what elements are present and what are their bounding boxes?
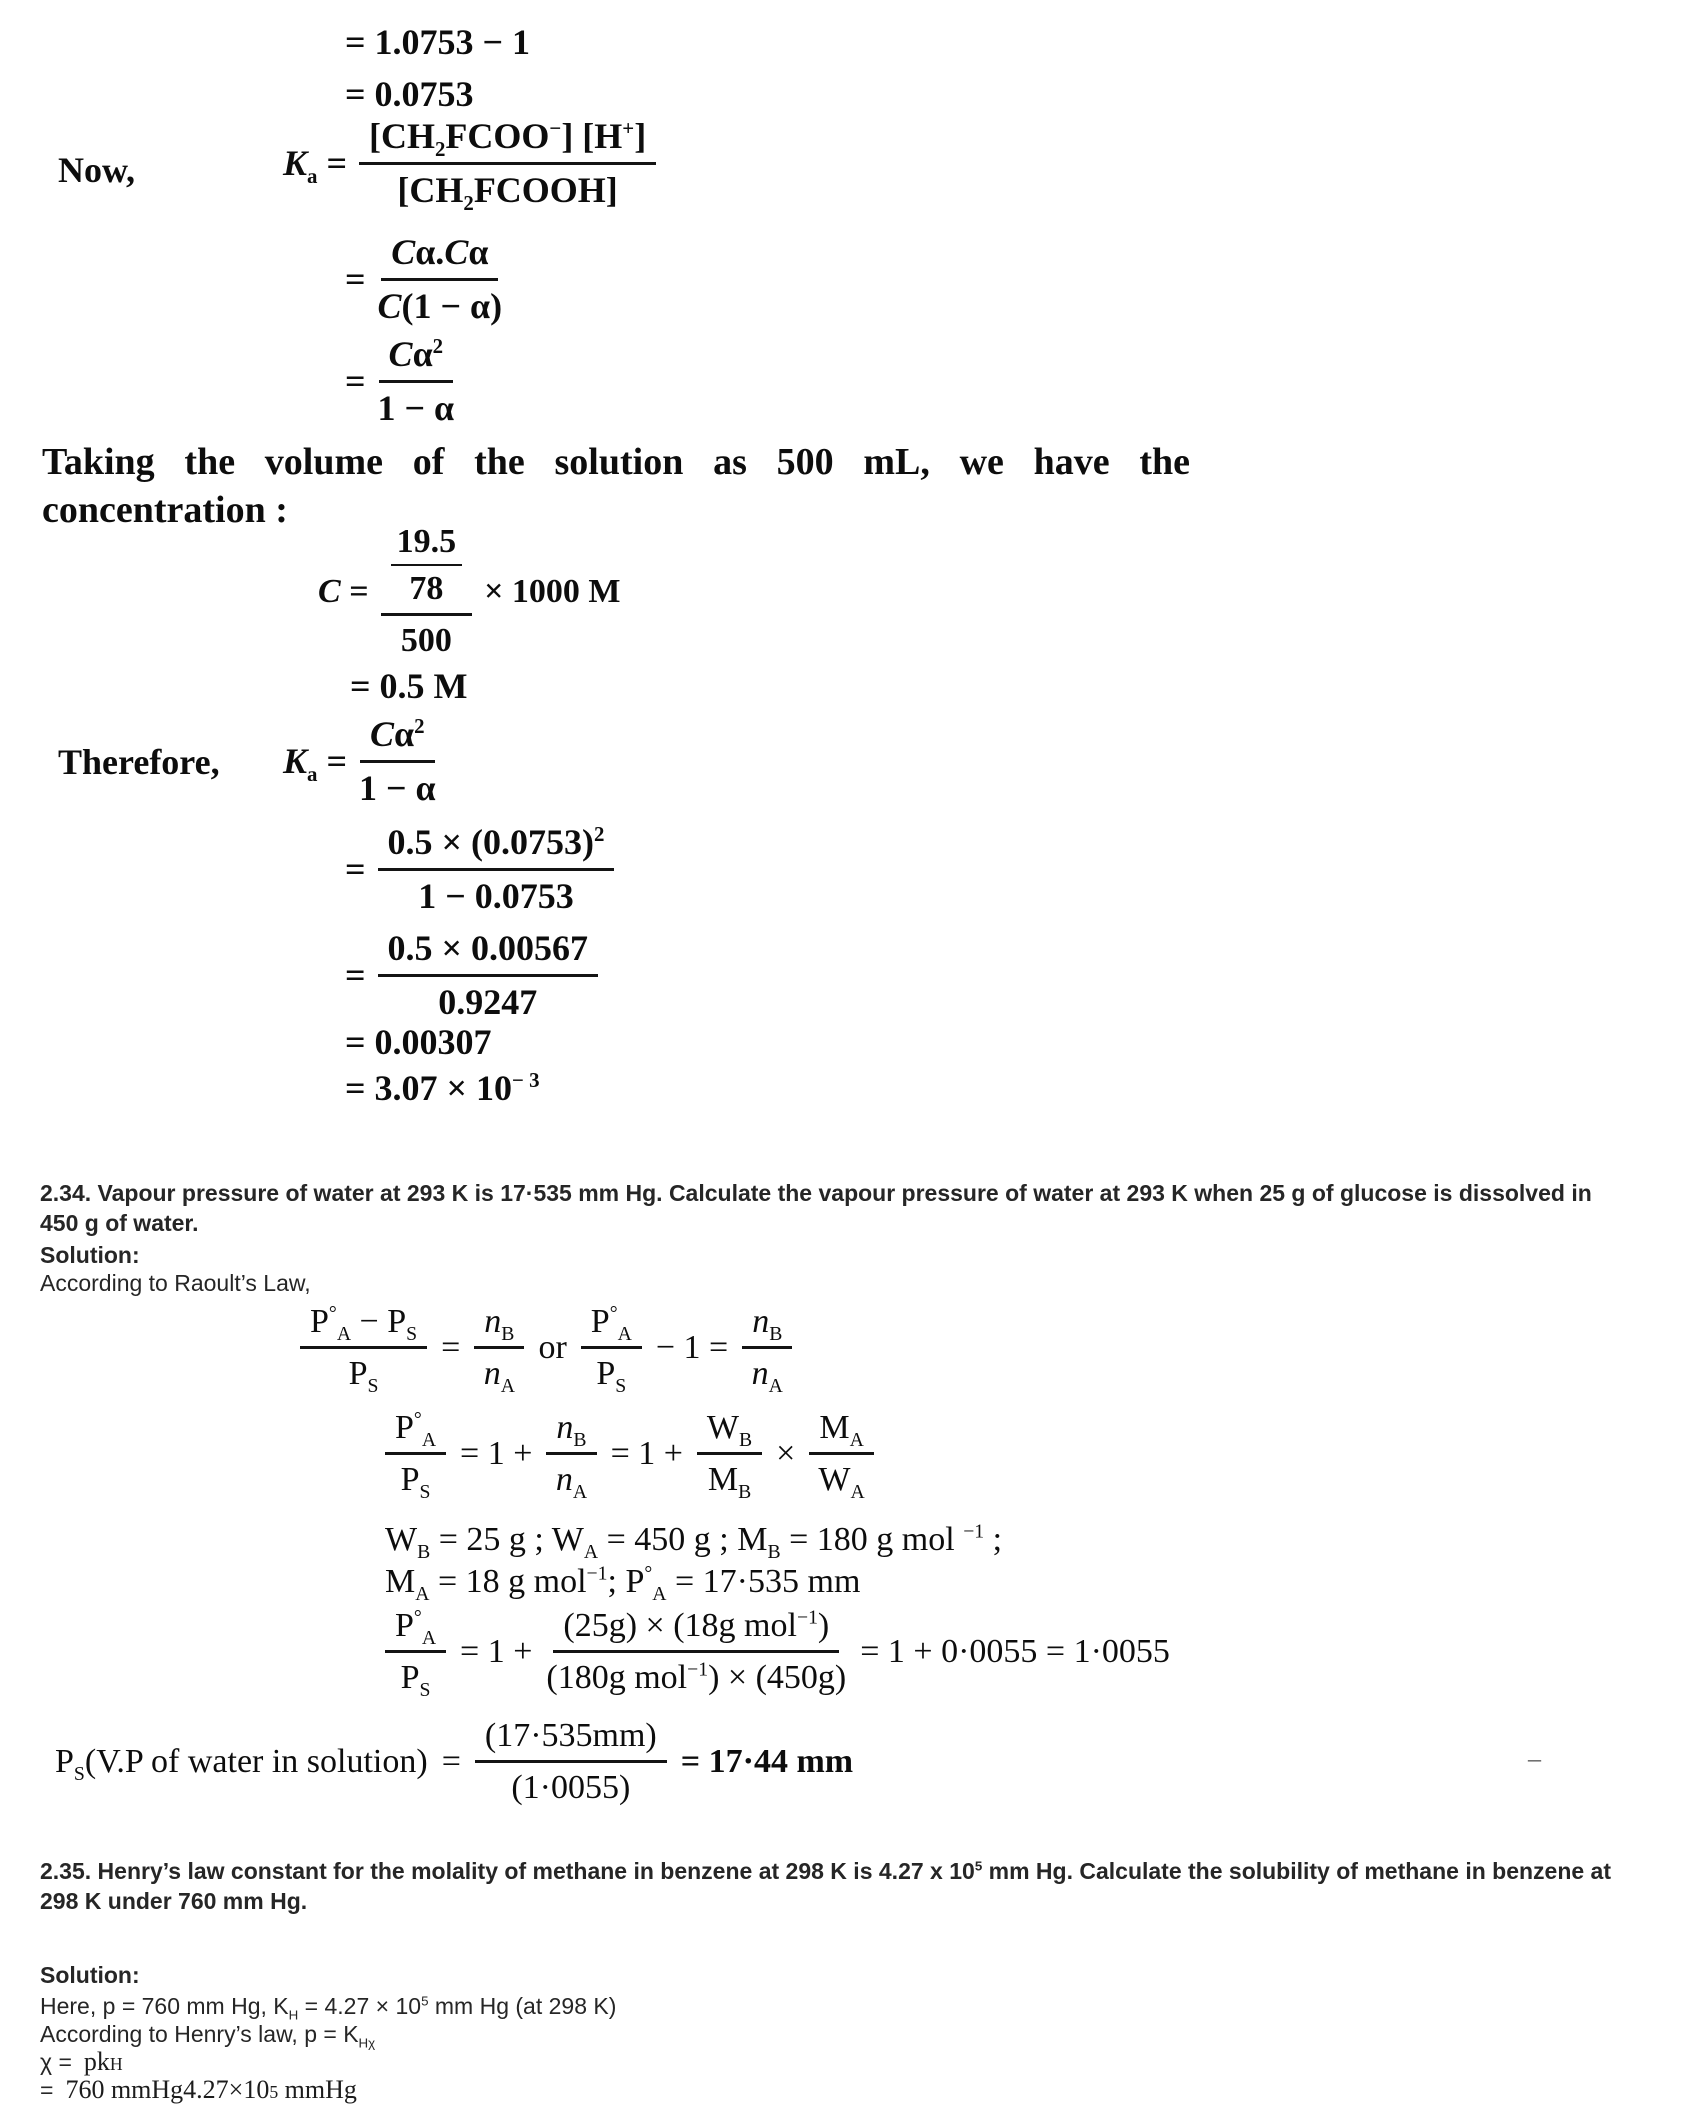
chi-equation-line [40, 2047, 123, 2077]
inner-fraction [391, 522, 463, 608]
equals-sign: = [345, 361, 366, 402]
fraction-denominator: 1 − α [358, 768, 436, 809]
inner-denominator: 78 [409, 570, 444, 608]
ka-equation [283, 714, 436, 810]
equals-sign: = [441, 1329, 461, 1367]
henrys-law-given-line: Here, p = 760 mm Hg, $K_H = 4.27 \times 10^5$ mm Hg (at 298 K) [40, 1993, 617, 2023]
fraction-numerator: $C\alpha^2$ [360, 714, 435, 763]
fraction [697, 1408, 762, 1503]
given-values-line-1: $W_B = 25$ g ; $W_A = 450$ g ; $M_B = 180$ g mol $^{-1}$ ; [385, 1520, 1003, 1563]
fraction-denominator: $P_S$ [596, 1355, 627, 1397]
fraction [742, 1302, 792, 1397]
fraction-denominator: (180g mol$^{-1}$) × (450g) [546, 1658, 847, 1697]
fraction-numerator: $n_B$ [546, 1408, 596, 1455]
solution-label-2-34: Solution: [40, 1242, 140, 1268]
raoult-equation-3 [385, 1606, 1170, 1701]
fraction-numerator: 0.5 × 0.00567 [378, 928, 599, 977]
one-plus: = 1 + [460, 1435, 533, 1473]
equation-step: = 1.0753 − 1 [345, 22, 531, 62]
fraction-numerator: $C\alpha^2$ [379, 334, 454, 383]
fraction-numerator [381, 522, 473, 616]
fraction-denominator: $P_S$ [400, 1461, 431, 1503]
now-label: Now, [58, 150, 136, 190]
question-2-34: 2.34. Vapour pressure of water at 293 K is 17·535 mm Hg. Calculate the vapour pressure of water at 293 K when 25 g of glucose is dissolved in 450 g of water. [40, 1180, 1592, 1236]
fraction [378, 928, 599, 1024]
fraction [300, 1302, 427, 1397]
ps-label: $P_S(V.P$ of water in solution) [55, 1743, 428, 1785]
raoult-equation-1 [300, 1302, 792, 1397]
one-plus: = 1 + [610, 1435, 683, 1473]
minus-one-equals: − 1 = [655, 1329, 729, 1367]
fraction [359, 714, 436, 810]
alpha-squared-equation [345, 334, 454, 430]
fraction-denominator: $n_A$ [555, 1461, 588, 1503]
fraction-numerator: Cα.Cα [381, 232, 498, 281]
inner-numerator: 19.5 [391, 522, 463, 566]
ka-symbol: $K_a$ = [283, 741, 347, 787]
or-label: or [538, 1329, 567, 1367]
raoults-law-intro: According to Raoult’s Law, [40, 1270, 311, 1296]
fraction-denominator: $M_B$ [707, 1461, 752, 1503]
fraction-numerator: (25g) × (18g mol$^{-1}$) [553, 1606, 839, 1653]
fraction-numerator: $P^\circ_A$ [385, 1408, 446, 1455]
solution-label-2-35: Solution: [40, 1962, 140, 1988]
chi-symbol: χ = [40, 2049, 72, 2075]
fraction-denominator: 1 − α [377, 388, 455, 429]
fraction-denominator: $P_S$ [348, 1355, 379, 1397]
fraction-numerator: $M_A$ [809, 1408, 873, 1455]
concentration-result: = 0.5 M [350, 666, 468, 706]
fraction [359, 116, 656, 216]
fraction [474, 1302, 524, 1397]
fraction-denominator: 0.9247 [438, 982, 538, 1023]
times-1000: × 1000 M [484, 572, 621, 610]
equals-sign: = [40, 2077, 54, 2103]
alpha-fraction-equation [345, 232, 502, 328]
final-vapour-pressure: = 17·44 mm [680, 1743, 854, 1781]
fraction [546, 1606, 846, 1697]
ka-symbol: $K_a$ = [283, 143, 347, 189]
fraction-denominator: C(1 − α) [377, 286, 503, 327]
equation-step: = 0.0753 [345, 74, 474, 114]
volume-paragraph-line: Taking the volume of the solution as 500 mL, we have the [42, 441, 1190, 483]
nested-fraction [381, 522, 473, 660]
fraction-numerator: $0.5 \times (0.0753)^2$ [378, 822, 615, 871]
fraction-denominator: $W_A$ [818, 1461, 865, 1503]
fraction-denominator: 500 [400, 622, 452, 660]
pressure-ratio-expression: 760 mmHg4.27×105 mmHg [65, 2075, 357, 2105]
therefore-label: Therefore, [58, 742, 220, 782]
fraction-numerator: $n_B$ [474, 1302, 524, 1349]
fraction-denominator: $n_A$ [751, 1355, 783, 1397]
fraction [378, 232, 503, 328]
raoult-equation-2 [385, 1408, 874, 1503]
equals-sign: = [345, 849, 366, 890]
scan-stray-mark: – [1528, 1744, 1541, 1773]
fraction-numerator: $P^\circ_A$ [385, 1606, 446, 1653]
final-value-line [40, 2075, 357, 2105]
henrys-law-statement-line: According to Henry’s law, $p = K_{H\chi}$ [40, 2021, 376, 2051]
fraction [378, 334, 455, 430]
fraction [385, 1606, 446, 1701]
ka-substitution-step [345, 822, 614, 918]
fraction-denominator: $P_S$ [400, 1659, 431, 1701]
fraction-denominator: $n_A$ [483, 1355, 515, 1397]
times-sign: × [776, 1435, 796, 1473]
fraction-denominator: $[CH_2FCOOH]$ [397, 170, 618, 216]
equals-sign: = [345, 955, 366, 996]
fraction-denominator: (1·0055) [511, 1769, 631, 1807]
equals-sign: = [345, 259, 366, 300]
ka-result-scientific: = $3.07 \times 10^{- 3}$ [345, 1068, 540, 1108]
question-2-35: 2.35. Henry’s law constant for the molality of methane in benzene at 298 K is 4.27 x $10^5$ mm Hg. Calculate the solubility of methane in benzene at 298 K under 760 mm Hg. [40, 1858, 1612, 1914]
concentration-label: concentration : [42, 489, 288, 531]
fraction [385, 1408, 446, 1503]
one-plus: = 1 + [460, 1633, 533, 1671]
fraction-numerator: (17·535mm) [475, 1716, 667, 1763]
fraction-numerator: $P^\circ_A - P_S$ [300, 1302, 427, 1349]
equals-sign: = [441, 1743, 461, 1781]
fraction [546, 1408, 596, 1503]
c-symbol: C = [318, 572, 369, 610]
fraction [581, 1302, 642, 1397]
fraction [475, 1716, 667, 1807]
ka-simplified-step [345, 928, 598, 1024]
ka-result-decimal: = 0.00307 [345, 1022, 492, 1062]
ka-definition-equation [283, 116, 656, 216]
concentration-equation [318, 522, 621, 660]
fraction-denominator: 1 − 0.0753 [418, 876, 574, 917]
ratio-result: = 1 + 0·0055 = 1·0055 [860, 1633, 1170, 1671]
fraction-numerator: $n_B$ [742, 1302, 792, 1349]
fraction [378, 822, 615, 918]
fraction [809, 1408, 873, 1503]
fraction-numerator: $[CH_2FCOO^-]$ [H+] [359, 116, 656, 165]
pkh-expression: pkH [83, 2047, 123, 2077]
vapour-pressure-result-line [55, 1716, 853, 1807]
given-values-line-2: $M_A = 18$ g mol$^{-1}$; $P^\circ_A = 17\cdot 535$ mm [385, 1562, 861, 1605]
fraction-numerator: $W_B$ [697, 1408, 762, 1455]
fraction-numerator: $P^\circ_A$ [581, 1302, 642, 1349]
